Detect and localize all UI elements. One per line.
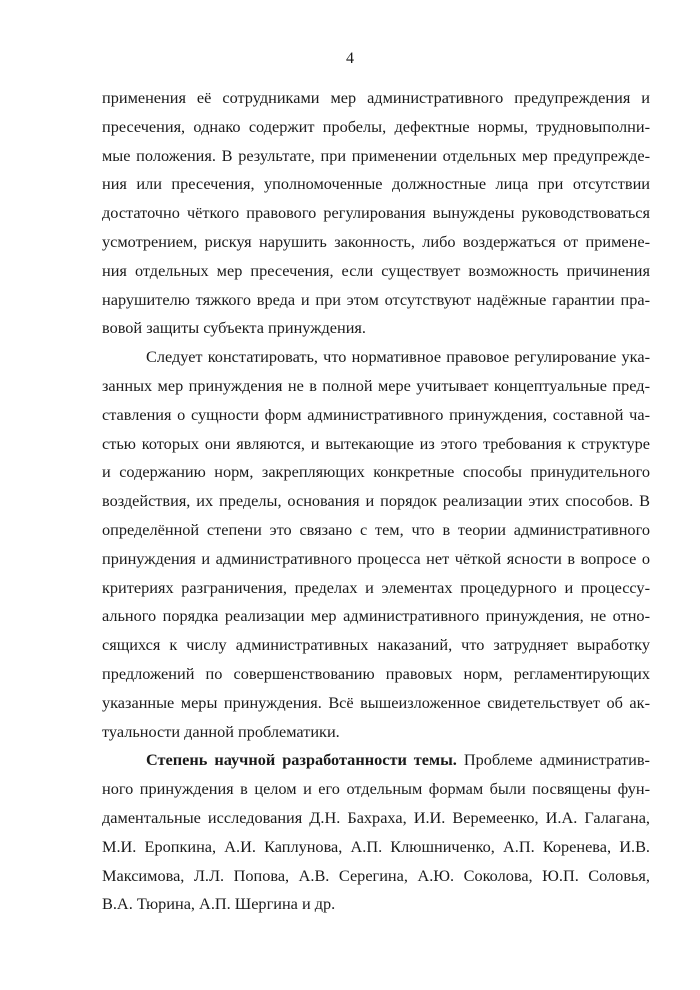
text-line: ального порядка реализации мер административного принуждения, не отно- [102, 606, 650, 626]
text-line: туальности данной проблематики. [102, 721, 340, 741]
text-line: ного принуждения в целом и его отдельным формам были посвящены фун- [102, 779, 650, 799]
heading-continuation: Проблеме административ- [456, 750, 650, 770]
text-line: нарушителю тяжкого вреда и при этом отсутствуют надёжные гарантии пра- [102, 289, 650, 309]
text-line: ставления о сущности форм административного принуждения, составной ча- [102, 404, 650, 424]
document-body [102, 84, 650, 919]
text-line: определённой степени это связано с тем, что в теории административного [102, 519, 650, 539]
text-line: В.А. Тюрина, А.П. Шергина и др. [102, 894, 336, 914]
text-line: мые положения. В результате, при применении отдельных мер предупрежде- [102, 145, 650, 165]
text-line: Следует констатировать, что нормативное правовое регулирование ука- [146, 347, 650, 367]
paragraph-3 [102, 746, 650, 919]
text-line: ния отдельных мер пресечения, если существует возможность причинения [102, 260, 650, 280]
text-line: усмотрением, рискуя нарушить законность, либо воздержаться от примене- [102, 231, 650, 251]
text-line: даментальные исследования Д.Н. Бахраха, И.И. Веремеенко, И.А. Галагана, [102, 807, 650, 827]
paragraph-2 [102, 343, 650, 746]
text-line: достаточно чёткого правового регулирования вынуждены руководствоваться [102, 203, 650, 223]
text-line: применения её сотрудниками мер административного предупреждения и [102, 88, 650, 107]
text-line: сящихся к числу административных наказаний, что затрудняет выработку [102, 635, 650, 655]
text-line: ния или пресечения, уполномоченные должностные лица при отсутствии [102, 174, 650, 194]
text-line: указанные меры принуждения. Всё вышеизложенное свидетельствует об ак- [102, 692, 650, 712]
text-line: Максимова, Л.Л. Попова, А.В. Серегина, А.Ю. Соколова, Ю.П. Соловья, [102, 865, 650, 885]
text-line [102, 746, 650, 775]
text-line: и содержанию норм, закрепляющих конкретные способы принудительного [102, 462, 650, 482]
text-line: пресечения, однако содержит пробелы, дефектные нормы, трудновыполни- [102, 116, 650, 136]
text-line: критериях разграничения, пределах и элементах процедурного и процессу- [102, 577, 650, 597]
text-line: предложений по совершенствованию правовых норм, регламентирующих [102, 663, 650, 683]
page-number: 4 [346, 50, 354, 67]
text-line: занных мер принуждения не в полной мере учитывает концептуальные пред- [102, 375, 650, 395]
paragraph-1 [102, 84, 650, 343]
text-line: стью которых они являются, и вытекающие из этого требования к структуре [102, 433, 650, 453]
text-line: принуждения и административного процесса нет чёткой ясности в вопросе о [102, 548, 650, 568]
text-line: М.И. Еропкина, А.И. Каплунова, А.П. Клюшниченко, А.П. Коренева, И.В. [102, 836, 650, 856]
text-line: воздействия, их пределы, основания и порядок реализации этих способов. В [102, 491, 650, 511]
text-line: вовой защиты субъекта принуждения. [102, 318, 366, 338]
section-heading: Степень научной разработанности темы. [146, 750, 457, 770]
